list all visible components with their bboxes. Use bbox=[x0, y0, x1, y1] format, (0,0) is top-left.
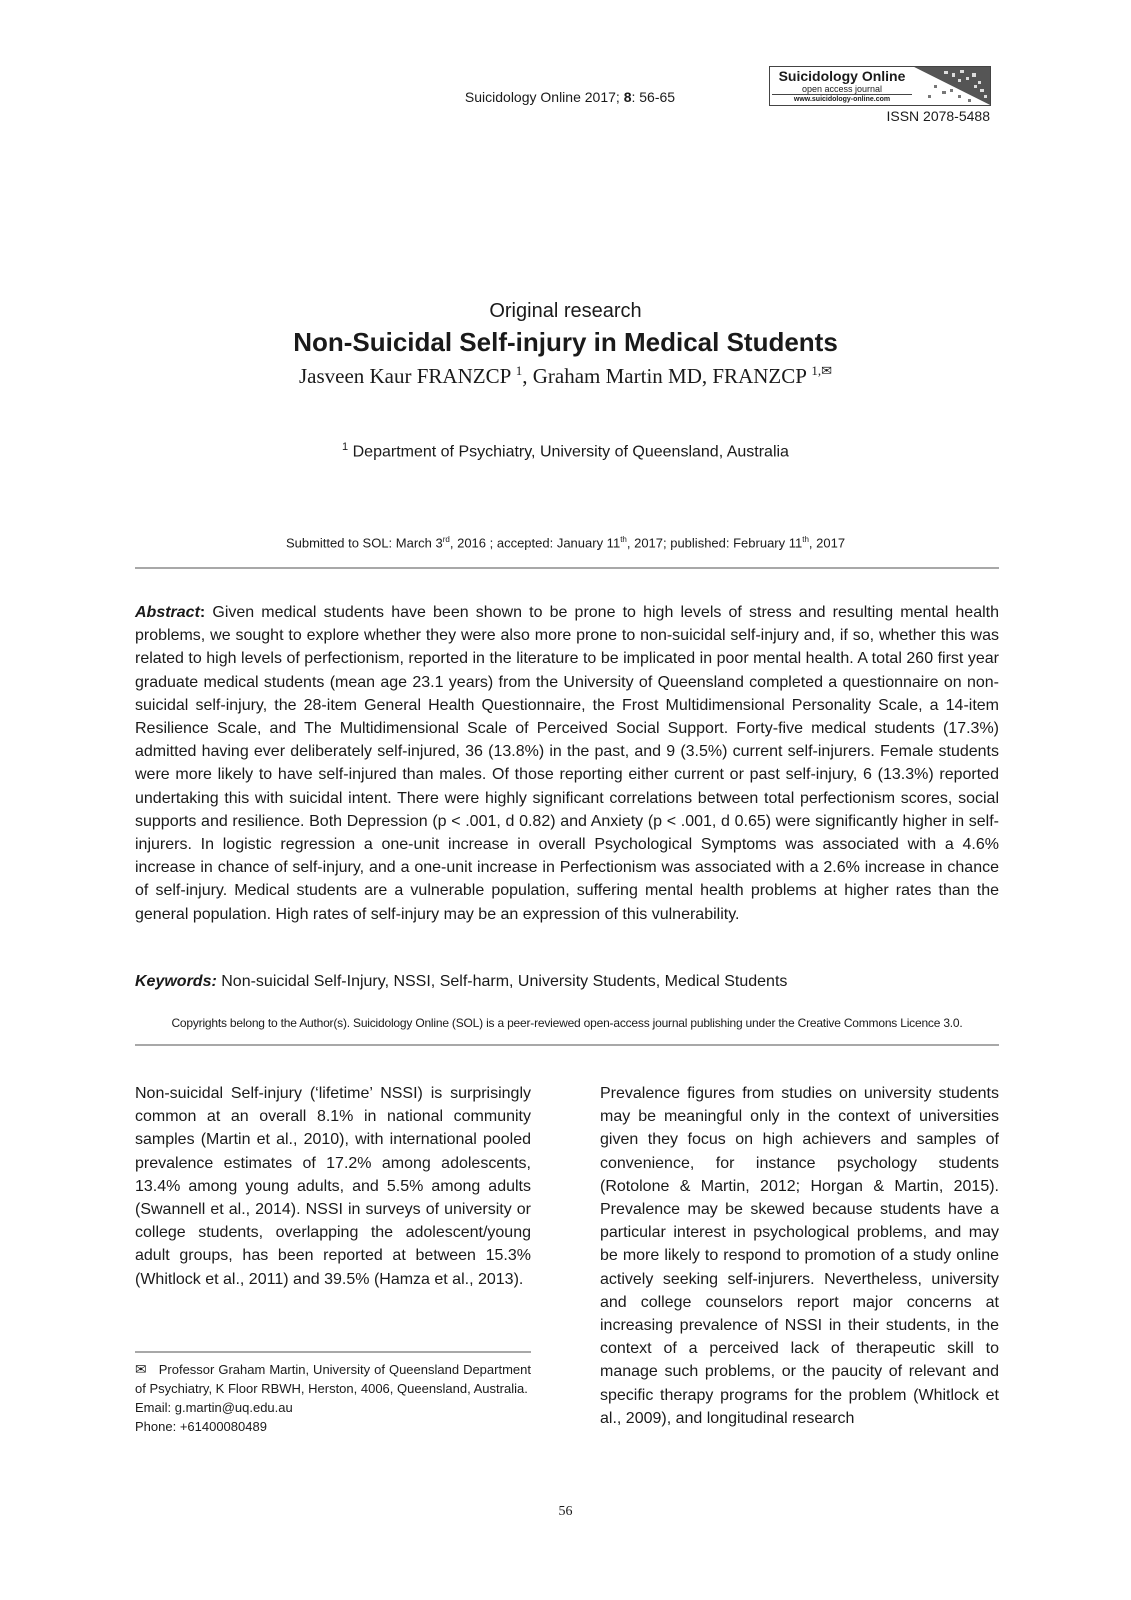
accepted-date: , 2016 ; accepted: January 11 bbox=[449, 535, 621, 551]
author-1: Jasveen Kaur FRANZCP bbox=[298, 364, 511, 388]
abstract bbox=[135, 601, 999, 926]
copyright-notice: Copyrights belong to the Author(s). Suicidology Online (SOL) is a peer-reviewed open-access journal publishing under the Creative Commons Licence 3.0. bbox=[171, 1016, 963, 1030]
abstract-colon: : bbox=[199, 604, 206, 621]
published-suffix: th bbox=[802, 535, 809, 544]
paper-title: Non-Suicidal Self-injury in Medical Students bbox=[293, 327, 838, 357]
accepted-suffix: th bbox=[620, 535, 627, 544]
submitted-date: Submitted to SOL: March 3 bbox=[285, 535, 443, 551]
affiliation-text: Department of Psychiatry, University of Queensland, Australia bbox=[352, 443, 789, 461]
keywords-label: Keywords: bbox=[135, 973, 217, 990]
footnote-divider bbox=[135, 1351, 531, 1353]
affiliation-number: 1 bbox=[342, 441, 349, 453]
publication-dates bbox=[0, 535, 1131, 550]
journal-pages: : 56-65 bbox=[631, 89, 676, 105]
logo-pattern-icon bbox=[914, 67, 990, 105]
abstract-label: Abstract bbox=[135, 604, 200, 621]
article-type: Original research bbox=[489, 300, 642, 322]
journal-volume: 8 bbox=[623, 89, 632, 105]
published-date: , 2017; published: February 11 bbox=[626, 535, 803, 551]
logo-url: www.suicidology-online.com bbox=[772, 94, 912, 104]
journal-ref-prefix: Suicidology Online 2017; bbox=[464, 89, 624, 105]
divider-top bbox=[135, 567, 999, 569]
footnote-email: Email: g.martin@uq.edu.au bbox=[135, 1400, 293, 1415]
logo-title: Suicidology Online bbox=[778, 68, 906, 84]
published-year: , 2017 bbox=[808, 535, 846, 551]
author-separator: , bbox=[522, 364, 533, 388]
submitted-suffix: rd bbox=[442, 535, 450, 544]
author-list bbox=[0, 363, 1131, 389]
divider-bottom bbox=[135, 1044, 999, 1046]
body-right-column: Prevalence figures from studies on university students may be meaningful only in the context of universities given they focus on high achievers and samples of convenience, for instance psychology students (Rotolone & Martin, 2012; Horgan & Martin, 2015). Prevalence may be skewed because students have a particular interest in psychological problems, and may be more likely to respond to promotion of a study online actively seeking self-injurers. Nevertheless, university and college counselors report major concerns at increasing prevalence of NSSI in their students, in the context of a perceived lack of therapeutic skill to manage such problems, or the paucity of relevant and specific therapy programs for the problem (Whitlock et al., 2009), and longitudinal research bbox=[600, 1085, 999, 1427]
footnote-phone: Phone: +61400080489 bbox=[135, 1419, 267, 1434]
keywords bbox=[135, 973, 999, 991]
issn: ISSN 2078-5488 bbox=[886, 108, 990, 124]
envelope-icon: ✉ bbox=[135, 1361, 147, 1377]
footnote-address: Professor Graham Martin, University of Queensland Department of Psychiatry, K Floor RBWH, Herston, 4006, Queensland, Australia. bbox=[135, 1362, 531, 1396]
page-number: 56 bbox=[558, 1504, 573, 1519]
correspondence-footnote bbox=[135, 1360, 531, 1436]
author-1-affiliation: 1 bbox=[515, 363, 523, 378]
abstract-text: Given medical students have been shown to be prone to high levels of stress and resulting mental health problems, we sought to explore whether they were also more prone to non-suicidal self-injury and, if so, whether this was related to high levels of perfectionism, reported in the literature to be implicated in poor mental health. A total 260 first year graduate medical students (mean age 23.1 years) from the University of Queensland completed a questionnaire on non-suicidal self-injury, the 28-item General Health Questionnaire, the Frost Multidimensional Personality Scale, a 14-item Resilience Scale, and The Multidimensional Scale of Perceived Social Support. Forty-five medical students (17.3%) admitted having ever deliberately self-injured, 36 (13.8%) in the past, and 9 (3.5%) current self-injurers. Female students were more likely to have self-injured than males. Of those reporting either current or past self-injury, 6 (13.3%) reported undertaking this with suicidal intent. There were highly significant correlations between total perfectionism scores, social supports and resilience. Both Depression (p < .001, d 0.82) and Anxiety (p < .001, d 0.65) were significantly higher in self-injurers. In logistic regression a one-unit increase in overall Psychological Symptoms was associated with a 4.6% increase in chance of self-injury, and a one-unit increase in Perfectionism was associated with a 2.6% increase in chance of self-injury. Medical students are a vulnerable population, suffering mental health problems at higher rates than the general population. High rates of self-injury may be an expression of this vulnerability. bbox=[135, 604, 999, 923]
author-2: Graham Martin MD, FRANZCP bbox=[532, 364, 807, 388]
body-left-column: Non-suicidal Self-injury (‘lifetime’ NSSI) is surprisingly common at an overall 8.1% in national community samples (Martin et al., 2010), with international pooled prevalence estimates of 17.2% among adolescents, 13.4% among young adults, and 5.5% among adults (Swannell et al., 2014). NSSI in surveys of university or college students, overlapping the adolescent/young adult groups, has been reported at between 15.3% (Whitlock et al., 2011) and 39.5% (Hamza et al., 2013). bbox=[135, 1085, 531, 1288]
journal-citation bbox=[360, 89, 780, 105]
keywords-text: Non-suicidal Self-Injury, NSSI, Self-harm, University Students, Medical Students bbox=[216, 973, 788, 990]
logo-subtitle: open access journal bbox=[801, 84, 883, 94]
journal-logo bbox=[769, 66, 991, 106]
author-2-affiliation: 1,✉ bbox=[811, 363, 833, 378]
affiliation bbox=[0, 441, 1131, 461]
